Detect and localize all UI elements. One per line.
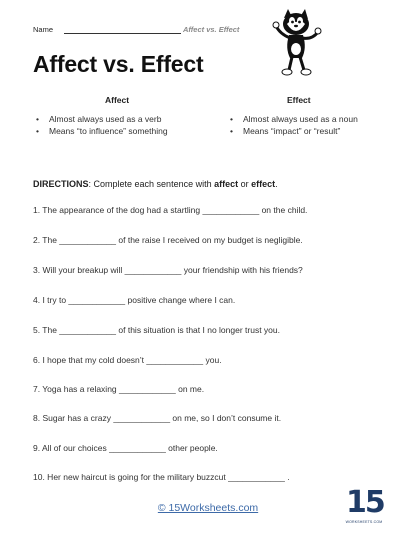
- question-item: 1. The appearance of the dog had a startling ____________ on the child.: [33, 205, 308, 215]
- logo-number: 15: [346, 485, 384, 520]
- directions-word-affect: affect: [214, 179, 239, 189]
- question-item: 8. Sugar has a crazy ____________ on me, so I don’t consume it.: [33, 413, 282, 423]
- question-item: 3. Will your breakup will ____________ your friendship with his friends?: [33, 265, 303, 275]
- header-topic: Affect vs. Effect: [183, 25, 240, 34]
- bullet-dot-icon: •: [36, 114, 39, 124]
- effect-bullet-list: [230, 114, 390, 137]
- question-item: 7. Yoga has a relaxing ____________ on me.: [33, 384, 205, 394]
- name-label: Name: [33, 25, 54, 34]
- name-line: [64, 33, 181, 34]
- question-item: 5. The ____________ of this situation is that I no longer trust you.: [33, 325, 280, 335]
- affect-bullet-text: Means “to influence” something: [49, 125, 168, 136]
- question-item: 10. Her new haircut is going for the military buzzcut ____________ .: [33, 472, 290, 482]
- directions-label: DIRECTIONS: [33, 179, 89, 189]
- directions: [33, 179, 278, 189]
- effect-bullet: [230, 114, 390, 126]
- worksheets-logo: [346, 487, 382, 527]
- directions-text: or: [238, 179, 252, 189]
- question-item: 6. I hope that my cold doesn’t ____________ you.: [33, 355, 222, 365]
- cartoon-cat-illustration: [272, 8, 322, 78]
- affect-bullet-list: [36, 114, 196, 137]
- bullet-dot-icon: •: [230, 114, 233, 124]
- effect-bullet: [230, 126, 390, 138]
- directions-word-effect: effect: [251, 179, 276, 189]
- question-item: 4. I try to ____________ positive change where I can.: [33, 295, 236, 305]
- bullet-dot-icon: •: [36, 125, 39, 136]
- affect-bullet-text: Almost always used as a verb: [49, 114, 162, 124]
- affect-bullet: [36, 126, 196, 138]
- bullet-dot-icon: •: [230, 125, 233, 136]
- effect-heading: Effect: [287, 95, 311, 105]
- footer-copyright-link[interactable]: © 15Worksheets.com: [157, 502, 259, 514]
- effect-bullet-text: Almost always used as a noun: [243, 114, 358, 124]
- logo-subtext: WORKSHEETS.COM: [345, 520, 383, 524]
- affect-bullet: [36, 114, 196, 126]
- question-item: 2. The ____________ of the raise I received on my budget is negligible.: [33, 235, 303, 245]
- affect-heading: Affect: [105, 95, 130, 105]
- directions-text: : Complete each sentence with: [88, 179, 215, 189]
- effect-bullet-text: Means “impact” or “result”: [243, 125, 341, 136]
- directions-text: .: [275, 179, 278, 189]
- question-item: 9. All of our choices ____________ other people.: [33, 443, 218, 453]
- page-title: Affect vs. Effect: [33, 51, 204, 77]
